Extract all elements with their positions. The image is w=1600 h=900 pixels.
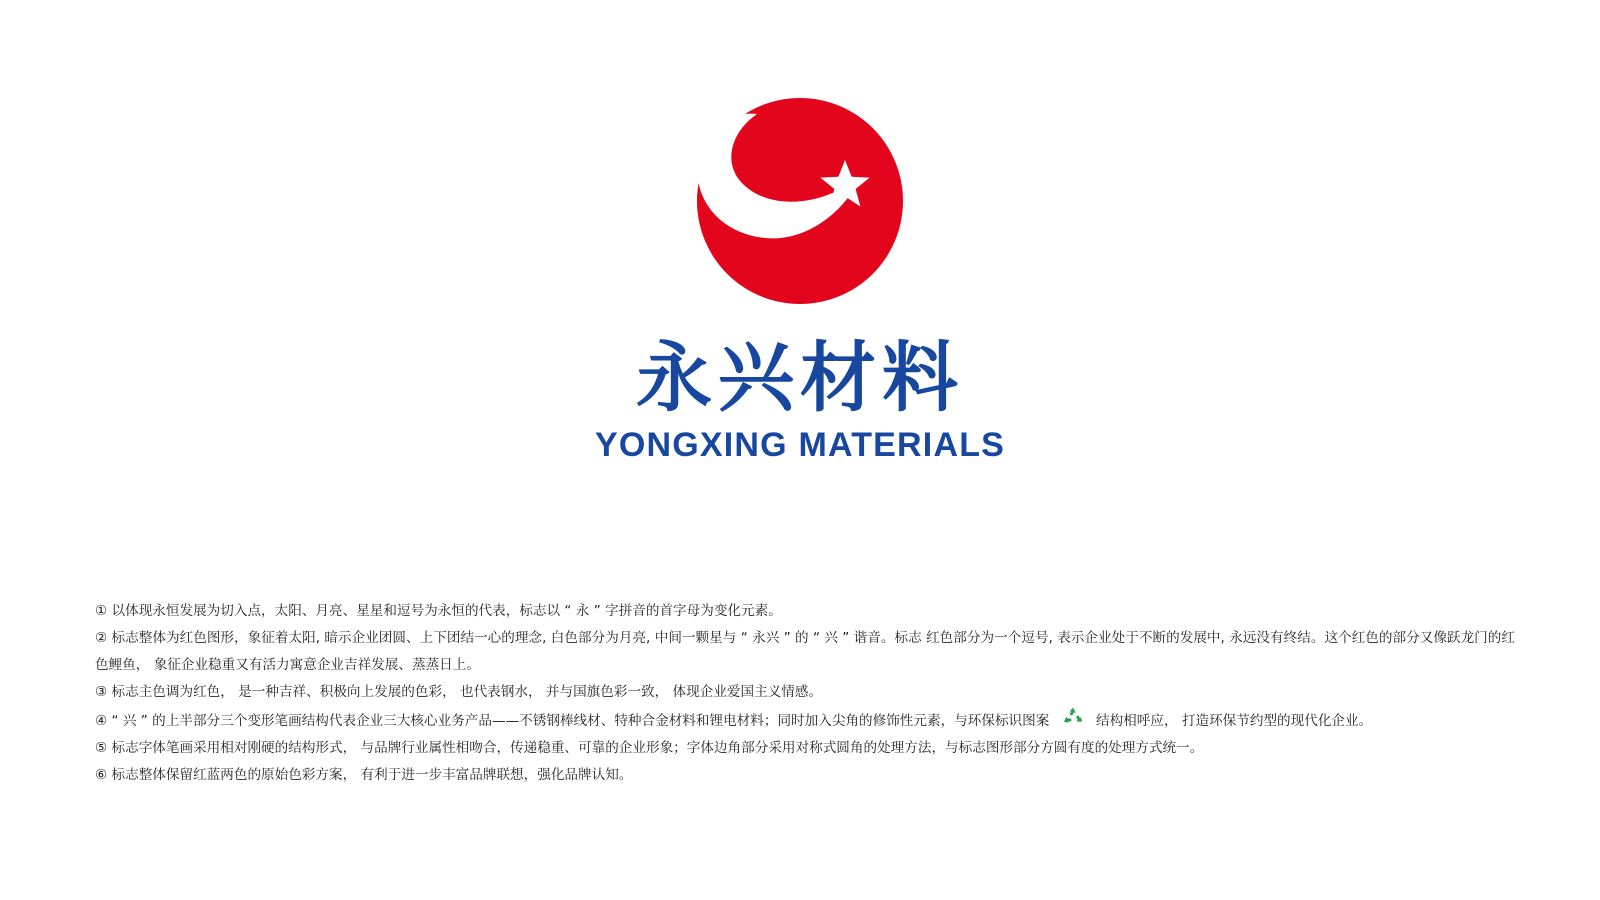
logo-description-notes — [95, 598, 1515, 789]
note-text-4-after: 结构相呼应， 打造环保节约型的现代化企业。 — [1096, 712, 1373, 729]
note-text-4-before: “ 兴 ” 的上半部分三个变形笔画结构代表企业三大核心业务产品——不锈钢棒线材、特种合金材料和锂电材料；同时加入尖角的修饰性元素，与环保标识图案 — [111, 712, 1050, 729]
note-number-5: ⑤ — [95, 739, 108, 756]
note-item-3 — [95, 679, 1515, 706]
note-number-4: ④ — [95, 712, 108, 729]
recycle-icon — [1062, 706, 1084, 728]
note-number-1: ① — [95, 603, 108, 619]
note-text-1: 以体现永恒发展为切入点，太阳、月亮、星星和逗号为永恒的代表，标志以 “ 永 ” 字拼音的首字母为变化元素。 — [111, 603, 782, 619]
logo-block — [0, 96, 1600, 462]
wordmark-english: YONGXING MATERIALS — [594, 426, 1006, 464]
note-number-2: ② — [95, 630, 108, 646]
note-text-6: 标志整体保留红蓝两色的原始色彩方案， 有利于进一步丰富品牌联想，强化品牌认知。 — [111, 766, 633, 783]
note-item-4 — [95, 706, 1515, 735]
note-text-5: 标志字体笔画采用相对刚硬的结构形式， 与品牌行业属性相吻合，传递稳重、可靠的企业形象；字体边角部分采用对称式圆角的处理方法，与标志图形部分方圆有度的处理方式统一。 — [111, 739, 1204, 756]
note-item-6 — [95, 762, 1515, 789]
note-text-3: 标志主色调为红色， 是一种吉祥、积极向上发展的色彩， 也代表钢水， 并与国旗色彩一致， 体现企业爱国主义情感。 — [111, 683, 823, 700]
note-number-6: ⑥ — [95, 766, 108, 783]
note-item-2 — [95, 625, 1515, 678]
wordmark-chinese: 永兴材料 — [636, 333, 964, 422]
note-text-2: 标志整体为红色图形，象征着太阳, 暗示企业团圆、上下团结一心的理念, 白色部分为月亮, 中间一颗星与 “ 永兴 ” 的 “ 兴 ” 谐音。标志 红色部分为一个逗号, 表示企业处于不断的发展中, 永远没有终结。这个红色的部分又像跃龙门的红色鲤鱼， 象征企业稳重又有活力寓意企业吉祥发展、蒸蒸日上。 — [95, 630, 1515, 673]
note-item-1 — [95, 598, 1515, 625]
note-item-5 — [95, 735, 1515, 762]
note-number-3: ③ — [95, 683, 108, 700]
red-sun-crescent-star-mark — [695, 96, 905, 306]
